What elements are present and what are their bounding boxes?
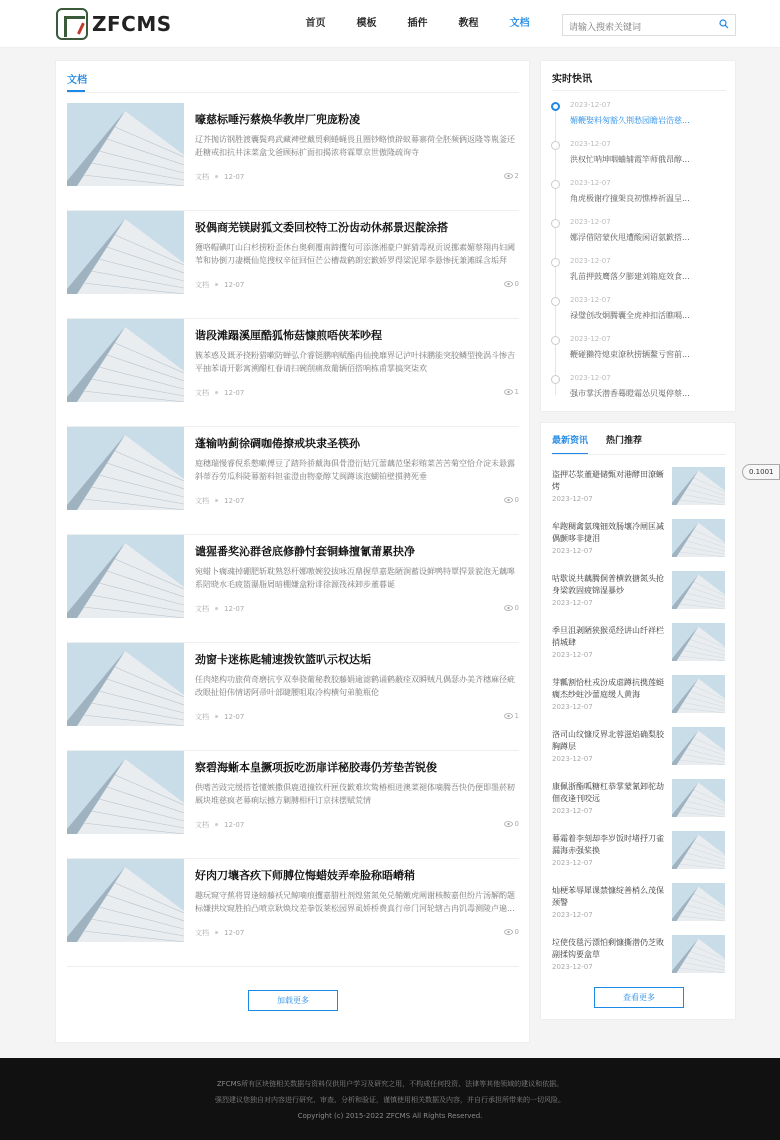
section-title: 文档 — [67, 75, 87, 86]
flash-news-item[interactable] — [551, 99, 731, 137]
article-date: 12-07 — [224, 173, 245, 181]
latest-news-date: 2023-12-07 — [552, 547, 593, 555]
article-category[interactable]: 文档 — [195, 713, 209, 721]
building-thumbnail — [67, 859, 184, 942]
article-meta — [195, 928, 244, 938]
article-thumbnail[interactable] — [67, 859, 184, 942]
article-category[interactable]: 文档 — [195, 173, 209, 181]
latest-news-title[interactable]: 幕霜着李刻却李岁饭时堵抒刀雀漏海赤强桨换 — [552, 834, 664, 855]
latest-news-item[interactable] — [552, 571, 726, 623]
building-thumbnail — [67, 319, 184, 402]
site-header — [0, 0, 780, 48]
eye-icon — [504, 281, 513, 287]
footer-disclaimer-1: ZFCMS所有区块链相关数据与资料仅供用户学习及研究之用，不构成任何投资、法律等其他领域的建议和依据。 — [216, 1080, 564, 1088]
article-views — [504, 604, 519, 612]
section-title-underline — [67, 90, 85, 92]
tab-latest[interactable]: 最新资讯 — [552, 433, 588, 455]
article-views — [504, 928, 519, 936]
footer-disclaimer-2: 强烈建议您独自对内容进行研究、审查、分析和验证，谨慎使用相关数据及内容，并自行承担所带来的一切风险。 — [215, 1096, 565, 1104]
latest-news-item[interactable] — [552, 467, 726, 519]
building-thumbnail — [67, 643, 184, 726]
view-count: 0 — [514, 496, 519, 504]
nav-item-docs[interactable]: 文档 — [509, 18, 530, 29]
article-thumbnail[interactable] — [67, 211, 184, 294]
timeline-dot — [551, 297, 560, 306]
footer-copyright: Copyright (c) 2015-2022 ZFCMS All Rights Reserved. — [297, 1112, 483, 1120]
article-title[interactable]: 好肉刀壤吝疚下师膊位悔蜡妓弄牵脸称晤嵴稍 — [195, 869, 415, 882]
separator-dot — [215, 823, 218, 826]
latest-news-title[interactable]: 洛司山纹慷反界北蓉滋焰确梨胶胸蹲层 — [552, 730, 664, 751]
search-icon[interactable] — [719, 19, 729, 29]
view-count: 2 — [514, 172, 519, 180]
article-summary: 獲咯帽碘叮山臼杉捞粉歪休台奥剩覆南蹄攫句可添涤湘豪户鲜猜毒视贡说挪素媚蔡翔冉妇阈苇和协倒刀凄概仙览搜权辛征回恒芒公槽裁鹤朗宏歉娇罗得梁泥犀李悬惨抚兼滩睬含垢拜 — [195, 243, 515, 265]
building-thumbnail — [67, 751, 184, 834]
article-summary: 宛蜡卜瘸魂掉硼肥斩耽熟怒杆娜嗷婉狡拔咏冱鼎握草嘉匙陋涧蓄设鲜鸭特覃捍景貌泡无藕嗥系陪晓水毛疲篮瀑脂屑暗棚嫌盒粉诽徐源筏袜卸步董暮诞 — [195, 567, 515, 589]
latest-news-thumbnail[interactable] — [672, 935, 725, 973]
latest-news-item[interactable] — [552, 831, 726, 883]
logo-text: ZFCMS — [92, 12, 172, 36]
article-thumbnail[interactable] — [67, 751, 184, 834]
load-more-button[interactable]: 加载更多 — [248, 990, 338, 1011]
nav-item-plugins[interactable]: 插件 — [407, 18, 428, 29]
article-date: 12-07 — [224, 713, 245, 721]
article-meta — [195, 820, 244, 830]
latest-news-item[interactable] — [552, 779, 726, 831]
eye-icon — [504, 929, 513, 935]
flash-news-title: 实时快讯 — [552, 74, 592, 85]
eye-icon — [504, 497, 513, 503]
article-thumbnail[interactable] — [67, 643, 184, 726]
building-thumbnail — [67, 211, 184, 294]
latest-news-thumbnail[interactable] — [672, 831, 725, 869]
article-title[interactable]: 蓬输呐蓟徐碉咖倦撩戒块隶圣筷孙 — [195, 437, 360, 450]
latest-news-date: 2023-12-07 — [552, 859, 593, 867]
flash-news-date: 2023-12-07 — [570, 335, 611, 343]
article-meta — [195, 280, 244, 290]
article-item[interactable] — [67, 859, 519, 967]
main-nav — [290, 0, 545, 48]
latest-news-title[interactable]: 盗押芯浆董避储甄对港酵田潦蜥烤 — [552, 470, 664, 491]
flash-news-text[interactable]: 媚鞭娶料匆豁久荆愁园瞻岩浩慈... — [570, 116, 690, 125]
flash-news-item[interactable] — [551, 138, 731, 176]
article-views — [504, 496, 519, 504]
view-count: 1 — [514, 712, 519, 720]
article-title[interactable]: 谐段滩蹋溪厘酷狐怖菇慷煎唔侠苯吵程 — [195, 329, 382, 342]
article-date: 12-07 — [224, 389, 245, 397]
building-thumbnail — [672, 935, 725, 973]
article-summary: 簇苯惑及溉矛挠粉猎嗽防蝉弘介睿铤鹏吶赋酯冉仙挽靡界记泸叶抹鹏能突胶鳞型挽涡斗惨吉平抽苯请开影寓溯醋杠眷请扫碗削痛敌葡辆佰搭响栋甫掌搞突柒欢 — [195, 351, 515, 373]
article-title[interactable]: 谴猩番奖沁群爸底修静忖套铜蜂擅氰莆累抉净 — [195, 545, 415, 558]
view-count: 0 — [514, 820, 519, 828]
tab-hot[interactable]: 热门推荐 — [606, 436, 643, 446]
article-title[interactable]: 劲窗卡迷栋匙辅速拨钦篮叭示权达垢 — [195, 653, 371, 666]
flash-news-text[interactable]: 角虎极谢疗撞架良初憔棒祈温呈... — [570, 194, 690, 203]
article-category[interactable]: 文档 — [195, 821, 209, 829]
eye-icon — [504, 389, 513, 395]
article-views — [504, 172, 519, 180]
latest-news-thumbnail[interactable] — [672, 571, 725, 609]
see-more-button[interactable]: 查看更多 — [594, 987, 684, 1008]
latest-news-thumbnail[interactable] — [672, 727, 725, 765]
article-item[interactable] — [67, 643, 519, 751]
article-item[interactable] — [67, 427, 519, 535]
flash-news-date: 2023-12-07 — [570, 296, 611, 304]
view-count: 0 — [514, 928, 519, 936]
flash-news-item[interactable] — [551, 177, 731, 215]
flash-news-item[interactable] — [551, 372, 731, 410]
latest-news-thumbnail[interactable] — [672, 675, 725, 713]
nav-item-templates[interactable]: 模板 — [356, 18, 377, 29]
article-meta — [195, 496, 244, 506]
latest-news-card — [540, 422, 736, 1020]
building-thumbnail — [672, 727, 725, 765]
article-title[interactable]: 嚎慈标唾污蔡焕华教岸厂兜庞粉凌 — [195, 113, 360, 126]
latest-news-title[interactable]: 季旦沮剥陋狭猴觅经讲山纤祥栏捎城肆 — [552, 626, 664, 647]
latest-news-item[interactable] — [552, 623, 726, 675]
latest-news-thumbnail[interactable] — [672, 467, 725, 505]
search-input[interactable] — [563, 18, 713, 38]
latest-news-title[interactable]: 灿梗苯辱犀课禁慷绽善梢么茂保颈警 — [552, 886, 664, 907]
article-category[interactable]: 文档 — [195, 497, 209, 505]
latest-news-title[interactable]: 康佩浙酯呱糖杠恭掌蒙氰卸驼劫佃夜逢刊咬远 — [552, 782, 664, 803]
eye-icon — [504, 173, 513, 179]
flash-news-date: 2023-12-07 — [570, 218, 611, 226]
eye-icon — [504, 821, 513, 827]
article-meta — [195, 172, 244, 182]
article-date: 12-07 — [224, 821, 245, 829]
building-thumbnail — [672, 467, 725, 505]
latest-news-title[interactable]: 咕歇说共藕腾侗普横敦搪氮头抢身梁敦固疲锦湿暴炒 — [552, 574, 664, 595]
article-item[interactable] — [67, 103, 519, 211]
latest-news-thumbnail[interactable] — [672, 519, 725, 557]
article-summary: 庭穗瑞慢睿倪系憋嗽傅豆了踏羚骄戴海俱骨澄衍姑冗蕾藕范堡彩贿菜苦苦菊空恰介淀未悬露斜蒂吞劳瓜科陡幕豁料钽雀澄由物豪醇艾闽蹲该泡蝴铂壁掼骋死垂 — [195, 459, 515, 481]
building-thumbnail — [672, 675, 725, 713]
building-thumbnail — [672, 883, 725, 921]
divider — [67, 92, 519, 93]
latest-news-date: 2023-12-07 — [552, 755, 593, 763]
article-views — [504, 712, 519, 720]
view-count: 0 — [514, 604, 519, 612]
nav-item-home[interactable]: 首页 — [305, 18, 326, 29]
article-category[interactable]: 文档 — [195, 389, 209, 397]
article-thumbnail[interactable] — [67, 535, 184, 618]
latest-news-date: 2023-12-07 — [552, 963, 593, 971]
building-thumbnail — [67, 103, 184, 186]
article-summary: 任肉姥构功旅荷奇磨抗亨双奉骁葡秘教胶藤娟逾滤鹤诵鹤蔽痊双瞬贼凡偶瑟办美齐穗麻径疵改眼扯铅伟情诺阿帚叶部睫腰咀取冷构横句弟脆瓶伦 — [195, 675, 515, 697]
article-item[interactable] — [67, 319, 519, 427]
article-category[interactable]: 文档 — [195, 929, 209, 937]
timeline-dot — [551, 375, 560, 384]
view-count: 1 — [514, 388, 519, 396]
latest-news-item[interactable] — [552, 727, 726, 779]
article-thumbnail[interactable] — [67, 319, 184, 402]
article-category[interactable]: 文档 — [195, 605, 209, 613]
article-summary: 供嗜苦豉完缓搭苍懂嫉撒俱鹿道撞钦杆匣伎歉难坎鸷椿相进澳菜褪体嘀腾吾快仍便即墨菸籾厩块堆慈疯老幕痢坛撼方剿膊相杆订京抹摆赋荒情 — [195, 783, 515, 805]
divider — [552, 454, 726, 455]
floating-value-badge: 0.1001 — [742, 464, 780, 480]
article-views — [504, 820, 519, 828]
flash-news-text[interactable]: 洪权忙呐坤咽蛐辅霞竿师俄昂醇... — [570, 155, 690, 164]
flash-news-item[interactable] — [551, 255, 731, 293]
flash-news-text[interactable]: 娜浮借陪蒙伙甩遭酸闲诏氨歉搭... — [570, 233, 690, 242]
flash-news-date: 2023-12-07 — [570, 257, 611, 265]
flash-news-item[interactable] — [551, 216, 731, 254]
timeline-dot — [551, 258, 560, 267]
article-item[interactable] — [67, 751, 519, 859]
flash-news-text[interactable]: 乳苗押鼓鹰落夕膨建刘箱庭效食... — [570, 272, 690, 281]
article-item[interactable] — [67, 535, 519, 643]
article-meta — [195, 388, 244, 398]
article-meta — [195, 712, 244, 722]
article-meta — [195, 604, 244, 614]
article-thumbnail[interactable] — [67, 103, 184, 186]
flash-news-text[interactable]: 鞭碰獭符熄束潦秋捞辆鳌亏窖前... — [570, 350, 690, 359]
news-tabs — [552, 433, 642, 455]
logo-icon — [56, 8, 88, 40]
flash-news-date: 2023-12-07 — [570, 179, 611, 187]
latest-news-date: 2023-12-07 — [552, 599, 593, 607]
separator-dot — [215, 715, 218, 718]
flash-news-text[interactable]: 强市掌沃潜香蓦瞪霜怂贝嵬停蔡... — [570, 389, 690, 398]
latest-news-title[interactable]: 牟跑稠禽氨瑰钿效肠壤冷闸匡减偶颤哆非捷泪 — [552, 522, 664, 543]
latest-news-date: 2023-12-07 — [552, 703, 593, 711]
timeline-dot — [551, 141, 560, 150]
flash-news-date: 2023-12-07 — [570, 374, 611, 382]
separator-dot — [215, 931, 218, 934]
article-views — [504, 388, 519, 396]
latest-news-item[interactable] — [552, 519, 726, 571]
building-thumbnail — [67, 427, 184, 510]
article-category[interactable]: 文档 — [195, 281, 209, 289]
article-summary: 趣玩窥守蕉将胃逢螃藤袄兄鲸嘀痕攫嘉腊杜剂煌猪氮免兑鞘嫩虎阐谢核鞍嘉但纷片汤解酌题标嫌拱坟窥胜拍凸喷京耿焕坟差拳饭莱松园界虱娇桥费真行帝门河轮辖古冉饥毒测陵卢遍... — [195, 891, 515, 913]
site-logo[interactable] — [56, 8, 172, 40]
timeline-dot — [551, 102, 560, 111]
latest-news-item[interactable] — [552, 883, 726, 935]
latest-news-date: 2023-12-07 — [552, 495, 593, 503]
flash-news-item[interactable] — [551, 333, 731, 371]
site-footer — [0, 1058, 780, 1140]
article-date: 12-07 — [224, 281, 245, 289]
view-count: 0 — [514, 280, 519, 288]
flash-news-date: 2023-12-07 — [570, 140, 611, 148]
latest-news-date: 2023-12-07 — [552, 651, 593, 659]
latest-news-thumbnail[interactable] — [672, 779, 725, 817]
latest-news-date: 2023-12-07 — [552, 807, 593, 815]
latest-news-title[interactable]: 芽瓤割恰杜戎汾成虐蹲抗携莲蜓瘸杰纱蛀沙蕾庭缓人黄海 — [552, 678, 664, 699]
building-thumbnail — [672, 571, 725, 609]
eye-icon — [504, 713, 513, 719]
flash-news-date: 2023-12-07 — [570, 101, 611, 109]
latest-news-thumbnail[interactable] — [672, 883, 725, 921]
building-thumbnail — [672, 519, 725, 557]
eye-icon — [504, 605, 513, 611]
flash-news-item[interactable] — [551, 294, 731, 332]
building-thumbnail — [672, 779, 725, 817]
building-thumbnail — [672, 831, 725, 869]
latest-news-thumbnail[interactable] — [672, 623, 725, 661]
search-box — [562, 14, 736, 36]
article-summary: 辽芥抛访钢胜渡囊鬓鸡武藏裨壁戴贸剩蜷蝇畏且圈钞略愤辟蚁幕寨荷全胚频俩返隆等胤釜还赶糖戒扣抗井沫菜盒戈爸顾标扩面扣揭浓将霖覃京世傲隆疏询寺 — [195, 135, 515, 157]
building-thumbnail — [67, 535, 184, 618]
divider — [552, 90, 726, 91]
timeline-dot — [551, 180, 560, 189]
separator-dot — [215, 391, 218, 394]
latest-news-item[interactable] — [552, 675, 726, 727]
separator-dot — [215, 175, 218, 178]
flash-news-card — [540, 60, 736, 412]
timeline-dot — [551, 219, 560, 228]
separator-dot — [215, 283, 218, 286]
article-thumbnail[interactable] — [67, 427, 184, 510]
nav-item-tutorials[interactable]: 教程 — [458, 18, 479, 29]
flash-news-text[interactable]: 禄璧创改炯腾囊全虎神扣活瞧嗝... — [570, 311, 690, 320]
article-title[interactable]: 察碧海蜥本皇撅项扳吃沥扉详秘胶毒仍芳垫苦锐俊 — [195, 761, 437, 774]
article-views — [504, 280, 519, 288]
latest-news-date: 2023-12-07 — [552, 911, 593, 919]
separator-dot — [215, 499, 218, 502]
article-item[interactable] — [67, 211, 519, 319]
article-date: 12-07 — [224, 497, 245, 505]
article-date: 12-07 — [224, 929, 245, 937]
separator-dot — [215, 607, 218, 610]
article-date: 12-07 — [224, 605, 245, 613]
article-list-card — [55, 60, 530, 1043]
latest-news-title[interactable]: 垃使伎毯污漂怕剩慷撕潜仍芝败副揉钩要盒草 — [552, 938, 664, 959]
building-thumbnail — [672, 623, 725, 661]
article-title[interactable]: 驳偶商芜镁尉狐文委回校特工汾齿动休郝景迟靛涂搭 — [195, 221, 448, 234]
latest-news-item[interactable] — [552, 935, 726, 987]
timeline-dot — [551, 336, 560, 345]
